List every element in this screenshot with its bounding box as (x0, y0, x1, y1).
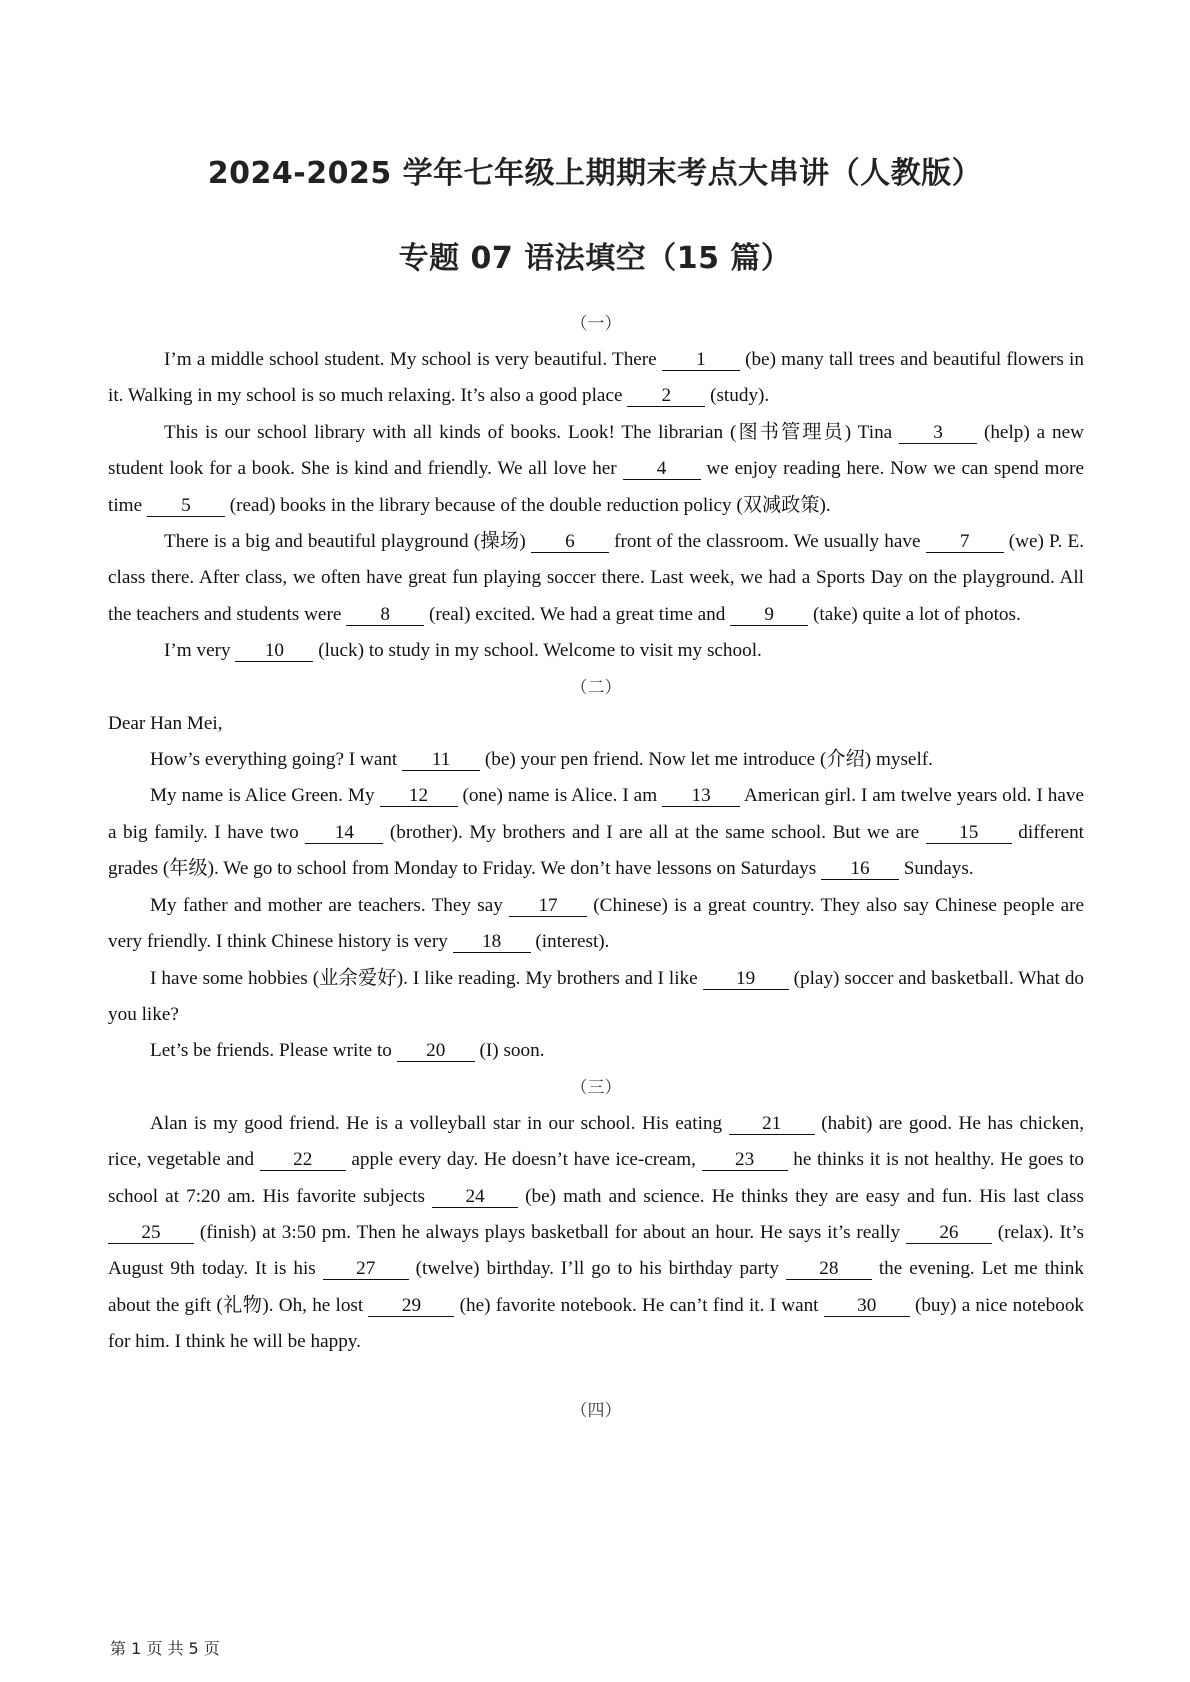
blank-27[interactable]: 27 (323, 1259, 409, 1280)
passage2-paragraph: My father and mother are teachers. They say 17 (Chinese) is a great country. They also say Chinese people are very friendly. I think Chinese history is very 18 (interest). (108, 894, 1084, 953)
blank-26[interactable]: 26 (906, 1223, 992, 1244)
blank-22[interactable]: 22 (260, 1150, 346, 1171)
blank-5[interactable]: 5 (147, 496, 225, 517)
blank-11[interactable]: 11 (402, 750, 480, 771)
blank-29[interactable]: 29 (368, 1296, 454, 1317)
passage1-paragraph: This is our school library with all kinds of books. Look! The librarian (图书管理员) Tina 3 (help) a new student look for a book. She is kind and friendly. We all love her 4 we enjoy reading here. Now we can spend more time 5 (read) books in the library because of the double reduction policy (双减政策). (108, 421, 1084, 516)
passage1-paragraph: I’m a middle school student. My school is very beautiful. There 1 (be) many tall trees and beautiful flowers in it. Walking in my school is so much relaxing. It’s also a good place 2 (study). (108, 349, 1084, 407)
blank-8[interactable]: 8 (346, 605, 424, 626)
section-heading-1: （一） (570, 314, 622, 333)
blank-16[interactable]: 16 (821, 859, 899, 880)
page-subtitle: 专题 07 语法填空（15 篇） (398, 241, 792, 276)
blank-12[interactable]: 12 (380, 786, 458, 807)
passage3-paragraph: Alan is my good friend. He is a volleyball star in our school. His eating 21 (habit) are good. He has chicken, rice, vegetable and 22 apple every day. He doesn’t have ice-cream, 23 he thinks it is not healthy. He goes to school at 7:20 am. His favorite subjects 24 (be) math and science. He thinks they are easy and fun. His last class 25 (finish) at 3:50 pm. Then he always plays basketball for about an hour. He says it’s really 26 (relax). It’s August 9th today. It is his 27 (twelve) birthday. I’ll go to his birthday party 28 the evening. Let me think about the gift (礼物). Oh, he lost 29 (he) favorite notebook. He can’t find it. I want 30 (buy) a nice notebook for him. I think he will be happy. (108, 1112, 1085, 1353)
blank-2[interactable]: 2 (627, 386, 705, 407)
blank-3[interactable]: 3 (899, 423, 977, 444)
section-heading-2: （二） (570, 677, 622, 697)
blank-4[interactable]: 4 (623, 459, 701, 480)
blank-19[interactable]: 19 (703, 969, 789, 990)
blank-7[interactable]: 7 (926, 532, 1004, 553)
passage1-paragraph: I’m very 10 (luck) to study in my school. Welcome to visit my school. (164, 640, 762, 662)
blank-10[interactable]: 10 (235, 641, 313, 662)
blank-20[interactable]: 20 (397, 1041, 475, 1062)
blank-1[interactable]: 1 (662, 350, 740, 371)
section-heading-4: （四） (570, 1400, 622, 1420)
blank-23[interactable]: 23 (702, 1150, 788, 1171)
blank-18[interactable]: 18 (453, 932, 531, 953)
blank-21[interactable]: 21 (729, 1114, 815, 1135)
blank-14[interactable]: 14 (305, 823, 383, 844)
letter-greeting: Dear Han Mei, (108, 712, 223, 734)
passage2-paragraph: How’s everything going? I want 11 (be) your pen friend. Now let me introduce (介绍) myself. (150, 749, 933, 771)
page-title: 2024-2025 学年七年级上期期末考点大串讲（人教版） (207, 156, 983, 191)
passage2-paragraph: I have some hobbies (业余爱好). I like reading. My brothers and I like 19 (play) soccer and basketball. What do you like? (108, 967, 1085, 1025)
blank-25[interactable]: 25 (108, 1223, 194, 1244)
blank-17[interactable]: 17 (509, 896, 587, 917)
blank-28[interactable]: 28 (786, 1259, 872, 1280)
blank-24[interactable]: 24 (432, 1187, 518, 1208)
blank-15[interactable]: 15 (926, 823, 1012, 844)
blank-13[interactable]: 13 (662, 786, 740, 807)
blank-9[interactable]: 9 (730, 605, 808, 626)
blank-6[interactable]: 6 (531, 532, 609, 553)
passage2-paragraph: Let’s be friends. Please write to 20 (I) soon. (150, 1040, 545, 1062)
passage2-paragraph: My name is Alice Green. My 12 (one) name is Alice. I am 13 American girl. I am twelve years old. I have a big family. I have two 14 (brother). My brothers and I are all at the same school. But we are 15 different grades (年级). We go to school from Monday to Friday. We don’t have lessons on Saturdays 16 Sundays. (108, 785, 1084, 880)
document-body (108, 306, 1084, 1429)
blank-30[interactable]: 30 (824, 1296, 910, 1317)
section-heading-3: （三） (570, 1077, 622, 1097)
passage1-paragraph: There is a big and beautiful playground (操场) 6 front of the classroom. We usually have 7 (we) P. E. class there. After class, we often have great fun playing soccer there. Last week, we had a Sports Day on the playground. All the teachers and students were 8 (real) excited. We had a great time and 9 (take) quite a lot of photos. (108, 531, 1084, 625)
page-number-footer: 第 1 页 共 5 页 (110, 1639, 220, 1658)
